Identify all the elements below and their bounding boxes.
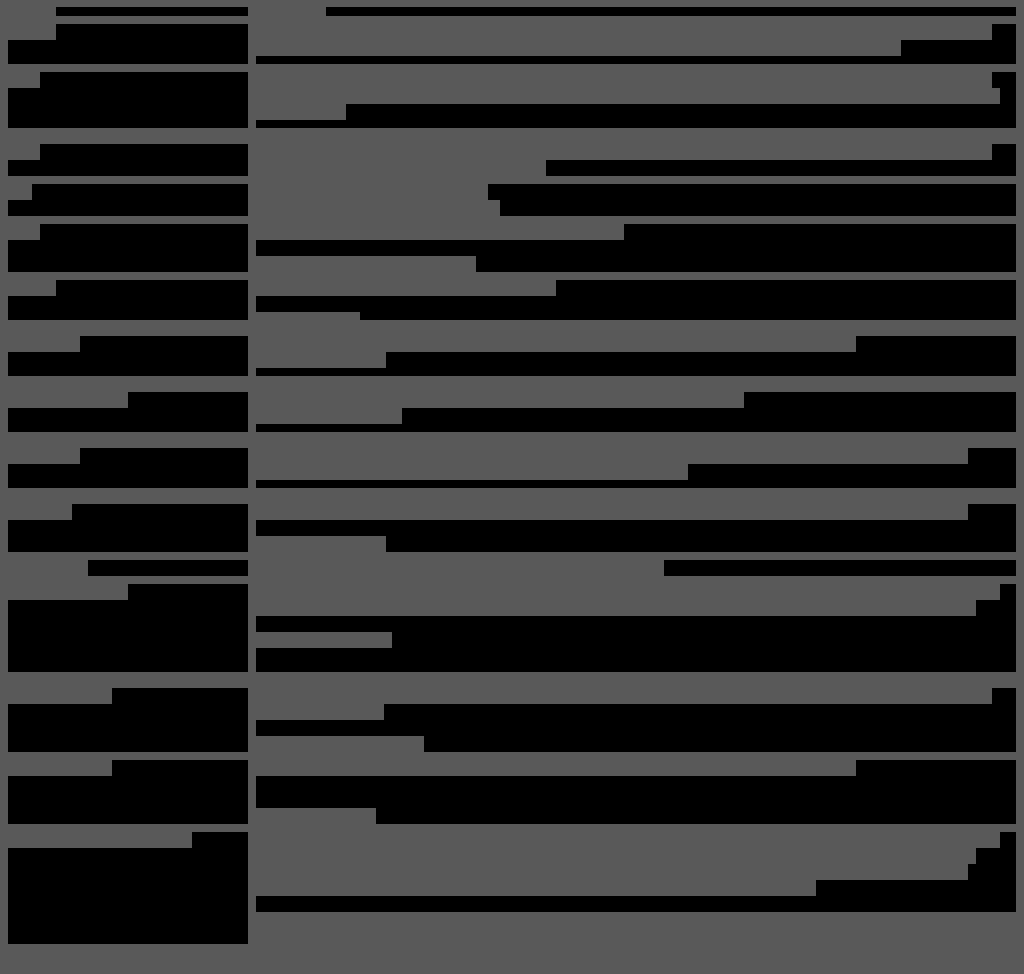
redacted-text-line [8,184,32,200]
redacted-text-line [256,880,816,896]
value-cell [256,24,1016,64]
value-cell [256,448,1016,488]
label-cell [8,336,248,376]
redacted-text-line [256,256,476,272]
redacted-text-line [256,280,556,296]
value-cell [256,504,1016,552]
redacted-text-line [8,504,72,520]
table-row [8,504,1016,552]
table-row [8,336,1016,376]
redacted-text-line [8,72,40,88]
redacted-text-line [256,736,424,752]
redacted-text-line [256,200,500,216]
value-cell [256,392,1016,432]
table-row [8,184,1016,216]
redacted-text-line [256,584,1000,600]
redacted-text-line [256,848,976,864]
redacted-text-line [256,144,992,160]
label-cell [8,688,248,752]
label-cell [8,7,248,16]
redacted-text-line [256,392,744,408]
label-cell [8,448,248,488]
value-cell [256,280,1016,320]
redacted-text-line [256,912,1016,928]
table-row [8,144,1016,176]
redacted-text-line [256,632,392,648]
table-row [8,832,1016,944]
redacted-text-line [8,144,40,160]
label-cell [8,280,248,320]
redacted-text-line [256,808,376,824]
redacted-text-line [8,688,112,704]
redacted-text-line [256,6,326,22]
redacted-text-line [256,72,992,88]
redacted-text-line [8,392,128,408]
value-cell [256,760,1016,824]
redacted-text-line [256,560,664,576]
label-cell [8,392,248,432]
table-row [8,24,1016,64]
value-cell [256,584,1016,672]
redacted-text-line [256,536,386,552]
table-header-row [8,7,1016,16]
redacted-text-line [256,760,856,776]
redacted-text-line [256,184,488,200]
redacted-text-line [8,584,128,600]
redacted-text-line [256,24,992,40]
redacted-text-line [256,704,384,720]
redacted-text-line [256,504,968,520]
value-cell [256,688,1016,752]
table-row [8,760,1016,824]
value-cell [256,184,1016,216]
value-cell [256,144,1016,176]
table-row [8,392,1016,432]
label-cell [8,224,248,272]
redacted-text-line [8,832,192,848]
redacted-text-line [256,336,856,352]
redacted-text-line [256,688,992,704]
redacted-text-line [256,600,976,616]
redacted-text-line [256,88,1000,104]
redacted-text-line [256,312,360,328]
table-row [8,224,1016,272]
redacted-text-line [256,104,346,120]
redacted-text-line [8,224,40,240]
redacted-text-line [8,336,80,352]
redacted-text-line [256,160,546,176]
redacted-text-line [256,40,901,56]
label-cell [8,504,248,552]
redacted-text-line [256,464,688,480]
table-row [8,584,1016,672]
value-cell [256,336,1016,376]
table-row [8,688,1016,752]
redacted-text-line [256,448,968,464]
redacted-text-line [256,928,1016,944]
table-row [8,72,1016,128]
value-cell [256,560,1016,576]
redacted-text-line [256,864,968,880]
redacted-text-line [8,448,80,464]
value-cell [256,224,1016,272]
label-cell [8,832,248,944]
redacted-text-line [8,760,112,776]
redacted-text-line [8,280,56,296]
value-cell [256,72,1016,128]
label-cell [8,760,248,824]
value-cell [256,7,1016,16]
label-cell [8,24,248,64]
redacted-text-line [256,408,402,424]
redacted-text-line [256,224,624,240]
label-cell [8,144,248,176]
label-cell [8,72,248,128]
label-cell [8,560,248,576]
redacted-text-line [256,352,386,368]
redacted-text-line [8,24,56,40]
value-cell [256,832,1016,944]
table-row [8,280,1016,320]
label-cell [8,184,248,216]
redacted-text-line [8,560,88,576]
table-row [8,560,1016,576]
label-cell [8,584,248,672]
table-row [8,448,1016,488]
redacted-text-line [256,832,1000,848]
